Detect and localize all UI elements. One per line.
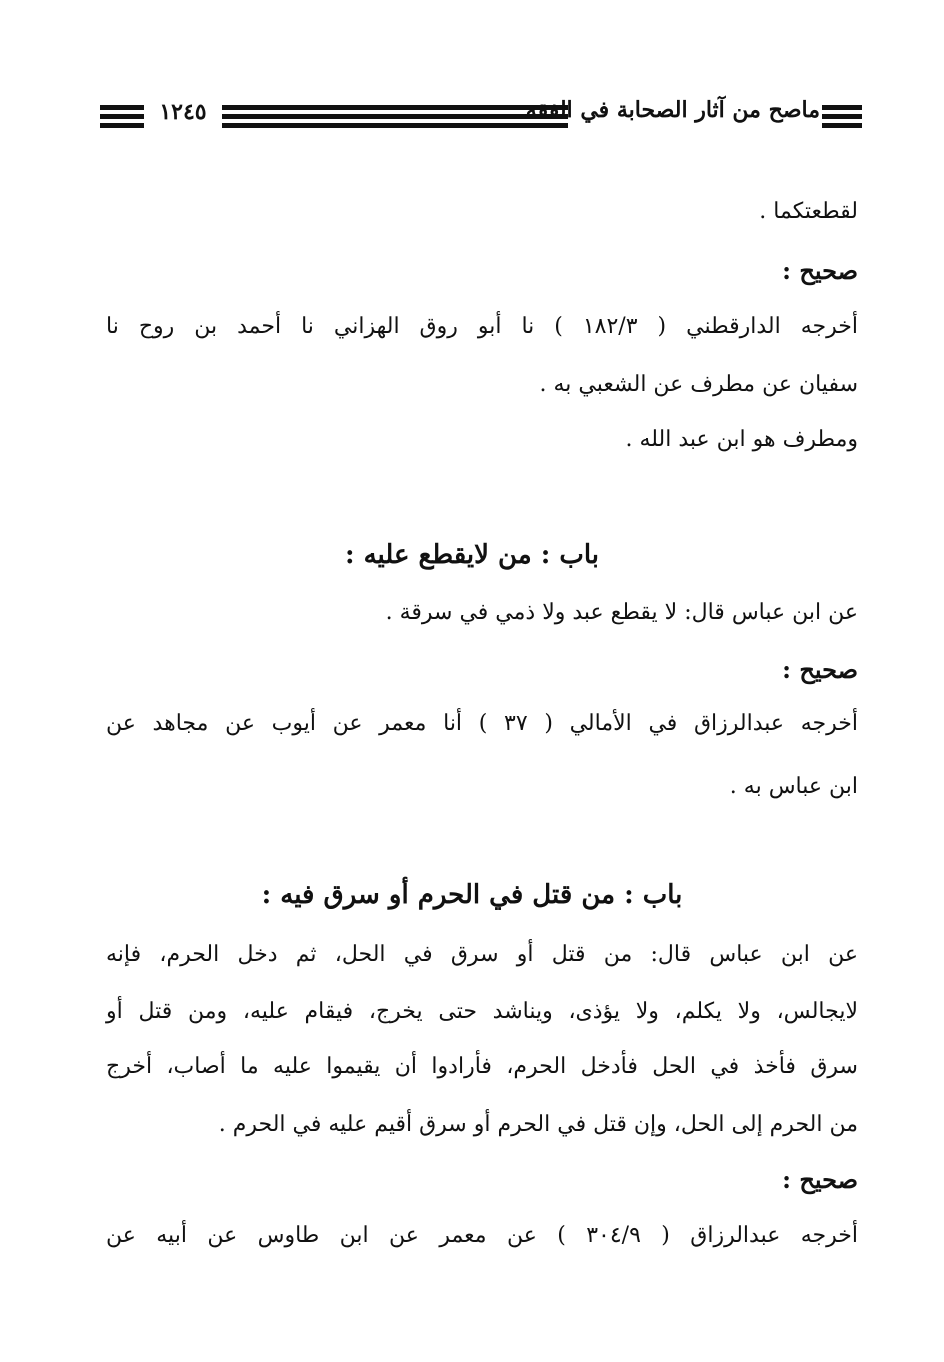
page-number: ١٢٤٥ bbox=[159, 99, 207, 125]
text-line: عن ابن عباس قال: من قتل أو سرق في الحل، ثم دخل الحرم، فإنه bbox=[106, 942, 858, 967]
running-title: ماصح من آثار الصحابة في الفقه bbox=[525, 97, 820, 123]
text-line: ابن عباس به . bbox=[729, 774, 858, 799]
header-rule-right bbox=[822, 105, 862, 129]
text-line: لقطعتكما . bbox=[759, 199, 858, 224]
page-header bbox=[100, 97, 862, 137]
header-rule-left bbox=[100, 105, 144, 129]
text-line: أخرجه عبدالرزاق ( ٣٠٤/٩ ) عن معمر عن ابن طاوس عن أبيه عن bbox=[106, 1223, 858, 1248]
text-line: أخرجه عبدالرزاق في الأمالي ( ٣٧ ) أنا معمر عن أيوب عن مجاهد عن bbox=[106, 711, 858, 736]
grade-label: صحيح : bbox=[782, 1165, 858, 1194]
text-line: لايجالس، ولا يكلم، ولا يؤذى، ويناشد حتى يخرج، فيقام عليه، ومن قتل أو bbox=[106, 999, 858, 1024]
grade-label: صحيح : bbox=[782, 256, 858, 285]
text-line: سفيان عن مطرف عن الشعبي به . bbox=[539, 372, 858, 397]
text-line: ومطرف هو ابن عبد الله . bbox=[625, 427, 858, 452]
text-line: عن ابن عباس قال: لا يقطع عبد ولا ذمي في سرقة . bbox=[385, 600, 858, 625]
header-rule-middle bbox=[222, 105, 568, 129]
grade-label: صحيح : bbox=[782, 655, 858, 684]
section-heading: باب : من لايقطع عليه : bbox=[344, 540, 600, 570]
text-line: سرق فأخذ في الحل فأدخل الحرم، فأرادوا أن يقيموا عليه ما أصاب، أخرج bbox=[106, 1054, 858, 1079]
text-line: من الحرم إلى الحل، وإن قتل في الحرم أو سرق أقيم عليه في الحرم . bbox=[218, 1112, 858, 1137]
text-line: أخرجه الدارقطني ( ١٨٢/٣ ) نا أبو روق الهزاني نا أحمد بن روح نا bbox=[106, 314, 858, 339]
section-heading: باب : من قتل في الحرم أو سرق فيه : bbox=[261, 880, 683, 910]
